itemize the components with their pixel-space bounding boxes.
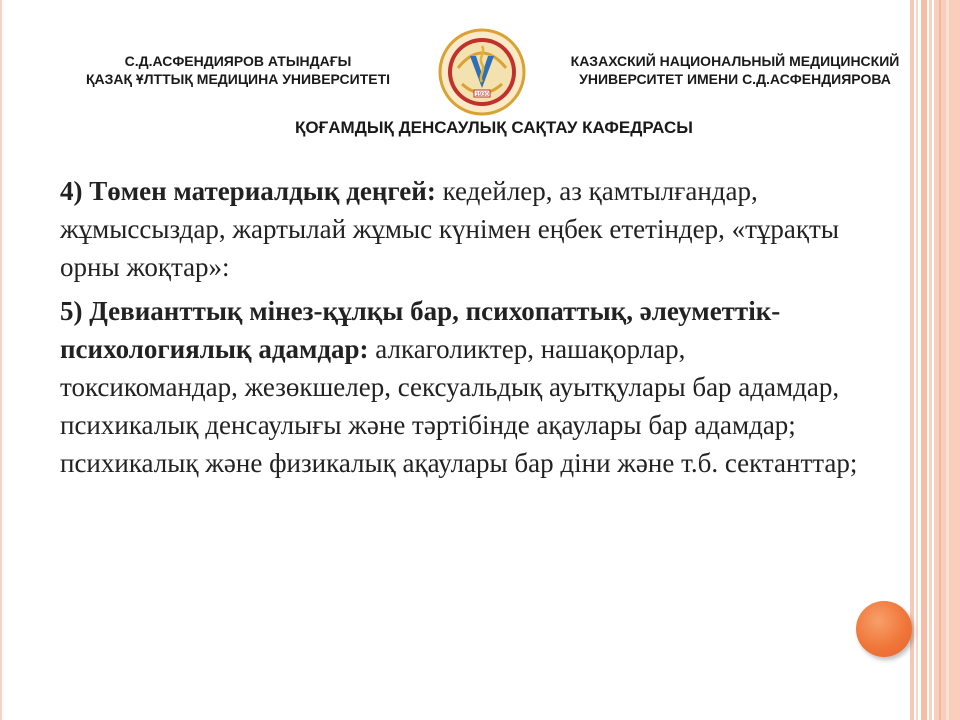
university-name-kazakh-line1: С.Д.АСФЕНДИЯРОВ АТЫНДАҒЫ: [124, 53, 352, 69]
paragraph-deviant-behavior: [60, 292, 860, 482]
paragraph-deviant-behavior-text: алкаголиктер, нашақорлар, токсикомандар, жезөкшелер, сексуальдық ауытқулары бар адамдар, психикалық денсаулығы және тәртібінде ақаулары бар адамдар; психикалық және физикалық ақаулары бар діни және т.б. сектанттар;: [60, 334, 858, 478]
university-name-russian-line2: УНИВЕРСИТЕТ ИМЕНИ С.Д.АСФЕНДИЯРОВА: [579, 71, 891, 87]
paragraph-deviant-behavior-heading: 5) Девианттық мінез-құлқы бар, психопаттық, әлеуметтік-психологиялық адамдар:: [60, 296, 781, 364]
university-name-kazakh-line2: ҚАЗАҚ ҰЛТТЫҚ МЕДИЦИНА УНИВЕРСИТЕТІ: [85, 71, 391, 87]
paragraph-low-income-text: кедейлер, аз қамтылғандар, жұмыссыздар, жартылай жұмыс күнімен еңбек ететіндер, «тұрақты орны жоқтар»:: [60, 176, 839, 282]
paragraph-low-income: [60, 172, 860, 286]
logo-year: 1930: [475, 92, 489, 98]
decorative-stripes: [910, 0, 960, 720]
university-name-russian: [540, 52, 930, 88]
paragraph-low-income-heading: 4) Төмен материалдық деңгей:: [60, 176, 436, 206]
slide-body: [60, 172, 860, 488]
left-border: [0, 0, 2, 720]
university-name-russian-line1: КАЗАХСКИЙ НАЦИОНАЛЬНЫЙ МЕДИЦИНСКИЙ: [570, 53, 900, 69]
university-logo-icon: [438, 28, 526, 116]
orange-circle-decoration: [856, 601, 912, 657]
university-name-kazakh: [48, 52, 428, 88]
department-title: ҚОҒАМДЫҚ ДЕНСАУЛЫҚ САҚТАУ КАФЕДРАСЫ: [295, 118, 693, 137]
